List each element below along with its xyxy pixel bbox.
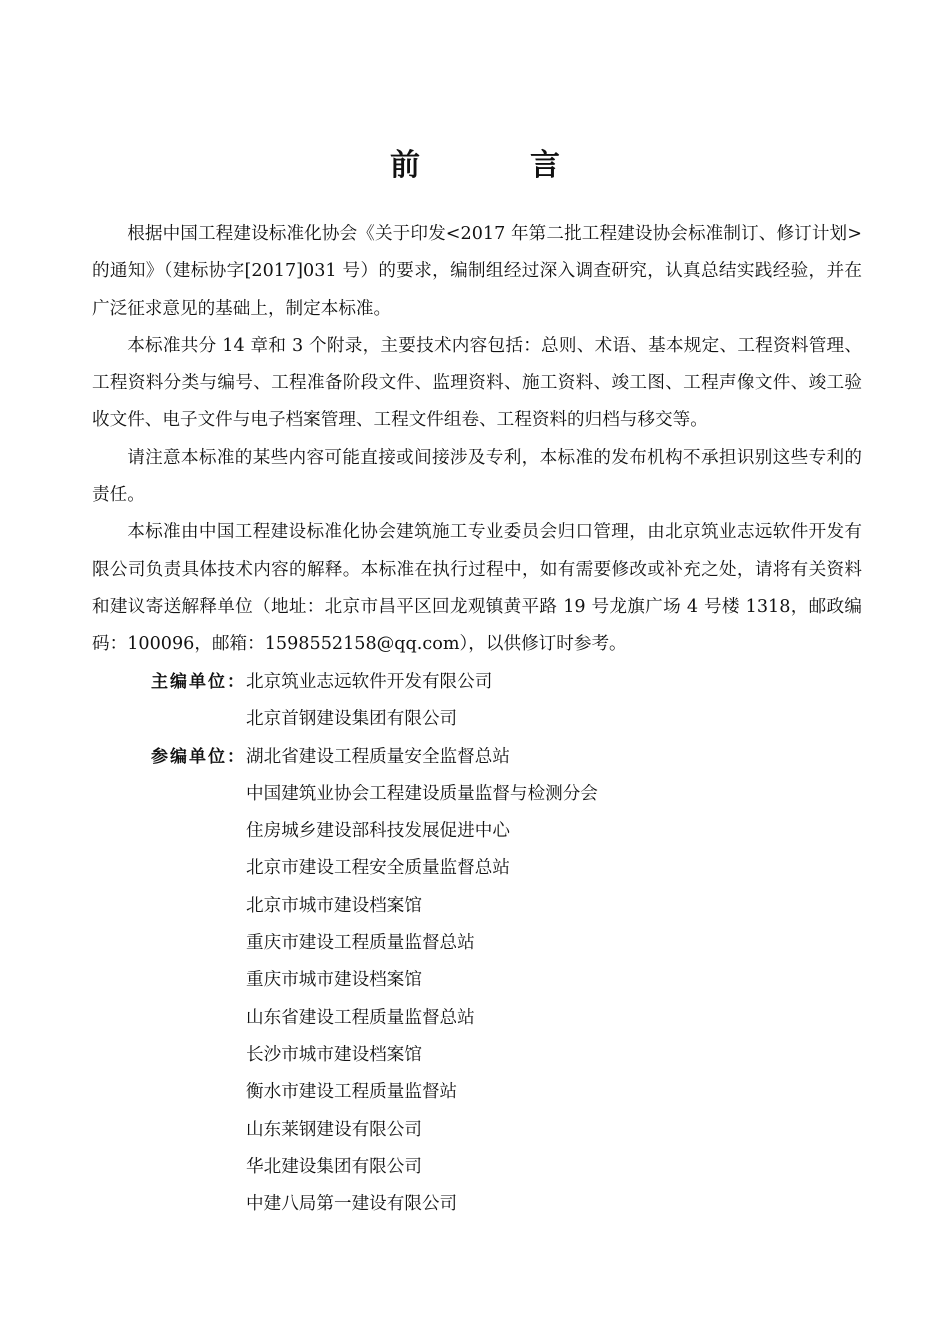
paragraph-contents: 本标准共分 14 章和 3 个附录，主要技术内容包括：总则、术语、基本规定、工程资料管理、工程资料分类与编号、工程准备阶段文件、监理资料、施工资料、竣工图、工程声像文件、竣工验收文件、电子文件与电子档案管理、工程文件组卷、工程资料的归档与移交等。 — [92, 335, 862, 431]
paragraph-patent-notice: 请注意本标准的某些内容可能直接或间接涉及专利，本标准的发布机构不承担识别这些专利的责任。 — [92, 447, 862, 506]
list-item: 中国建筑业协会工程建设质量监督与检测分会 — [246, 783, 598, 804]
list-item: 北京市城市建设档案馆 — [246, 895, 422, 916]
list-item: 湖北省建设工程质量安全监督总站 — [246, 746, 510, 767]
list-item: 重庆市建设工程质量监督总站 — [246, 933, 475, 954]
list-item: 北京市建设工程安全质量监督总站 — [246, 858, 510, 879]
list-item: 住房城乡建设部科技发展促进中心 — [246, 821, 510, 842]
chief-units-label: 主编单位： — [151, 672, 246, 692]
participating-units-label: 参编单位： — [151, 746, 246, 767]
page-title: 前 言 — [390, 148, 600, 183]
participating-units-group — [92, 739, 862, 1224]
paragraph-background: 根据中国工程建设标准化协会《关于印发<2017 年第二批工程建设协会标准制订、修订计划>的通知》（建标协字[2017]031 号）的要求，编制组经过深入调查研究，认真总结实践经验，并在广泛征求意见的基础上，制定本标准。 — [92, 224, 862, 319]
list-item: 衡水市建设工程质量监督站 — [246, 1082, 458, 1103]
participating-units-list — [246, 739, 598, 1224]
paragraph-management: 本标准由中国工程建设标准化协会建筑施工专业委员会归口管理，由北京筑业志远软件开发有限公司负责具体技术内容的解释。本标准在执行过程中，如有需要修改或补充之处，请将有关资料和建议寄送解释单位（地址：北京市昌平区回龙观镇黄平路 19 号龙旗广场 4 号楼 1318，邮政编码：100096，邮箱：1598552158@qq.com），以供修订时参考。 — [92, 522, 862, 655]
list-item: 长沙市城市建设档案馆 — [246, 1044, 422, 1065]
list-item: 重庆市城市建设档案馆 — [246, 970, 422, 991]
list-item: 北京首钢建设集团有限公司 — [246, 709, 458, 730]
chief-units-list — [246, 664, 492, 739]
preface-body — [92, 216, 862, 664]
list-item: 北京筑业志远软件开发有限公司 — [246, 672, 493, 692]
list-item: 华北建设集团有限公司 — [246, 1156, 422, 1177]
chief-units-group — [92, 664, 862, 739]
compiling-units — [92, 664, 862, 1223]
list-item: 山东省建设工程质量监督总站 — [246, 1007, 475, 1028]
list-item: 中建八局第一建设有限公司 — [246, 1194, 458, 1215]
list-item: 山东莱钢建设有限公司 — [246, 1119, 422, 1140]
